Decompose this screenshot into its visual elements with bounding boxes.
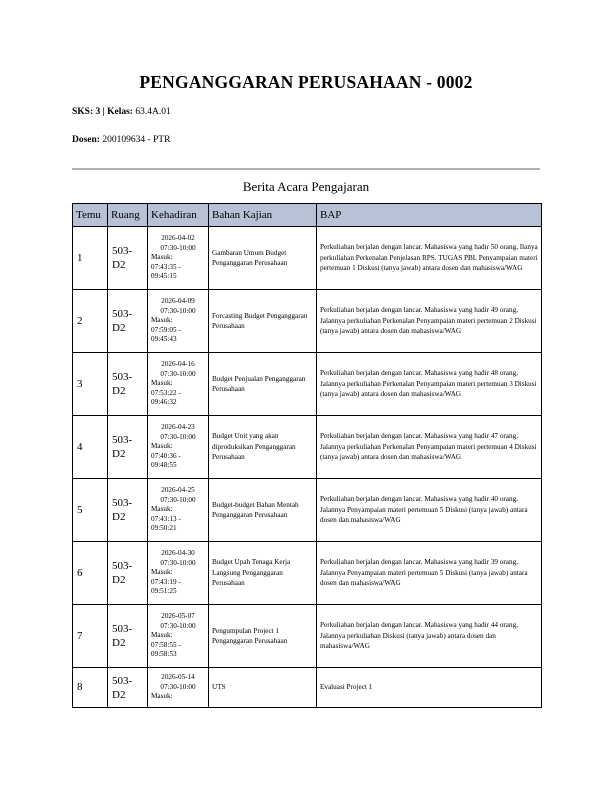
keluar-time: 09:45:15	[151, 272, 177, 281]
ruang-cell: 503-D2	[108, 542, 148, 605]
kehadiran-cell	[148, 479, 209, 542]
temu-cell: 1	[73, 227, 108, 290]
keluar-time: 09:46:32	[151, 398, 177, 407]
kehadiran-cell	[148, 353, 209, 416]
bahan-kajian-cell: Budget Upah Tenaga Kerja Langsung Penganggaran Perusahaan	[209, 542, 317, 605]
kehadiran-cell	[148, 542, 209, 605]
document-title: PENGANGGARAN PERUSAHAAN - 0002	[139, 72, 473, 92]
bap-cell: Perkuliahan berjalan dengan lancar. Mahasiswa yang hadir 47 orang, Jalannya perkuliahan Perkenalan Penyampaian materi pertemuan 4 Diskusi (tanya jawab) antara dosen dan mahasiswa/WAG	[317, 416, 542, 479]
dosen-line	[72, 135, 170, 145]
ruang-cell: 503-D2	[108, 416, 148, 479]
temu-cell: 3	[73, 353, 108, 416]
masuk-label: Masuk:	[151, 316, 173, 325]
bap-cell: Evaluasi Project 1	[317, 668, 542, 708]
tanggal: 2026-05-14	[161, 673, 195, 682]
table-row	[73, 353, 542, 416]
table-row	[73, 290, 542, 353]
kehadiran-cell	[148, 605, 209, 668]
ruang-cell: 503-D2	[108, 479, 148, 542]
ruang-cell: 503-D2	[108, 290, 148, 353]
header-ruang: Ruang	[108, 204, 148, 227]
jam: 07:30-10:00	[160, 682, 196, 691]
masuk-label: Masuk:	[151, 505, 173, 514]
table-row	[73, 668, 542, 708]
temu-cell: 6	[73, 542, 108, 605]
temu-cell: 7	[73, 605, 108, 668]
ruang-cell: 503-D2	[108, 227, 148, 290]
bap-cell: Perkuliahan berjalan dengan lancar. Mahasiswa yang hadir 48 orang, Jalannya perkuliahan Perkenalan Penyampaian materi pertemuan 3 Diskusi (tanya jawab) antara dosen dan mahasiswa/WAG	[317, 353, 542, 416]
berita-acara-table	[72, 203, 542, 708]
header-kehadiran: Kehadiran	[148, 204, 209, 227]
table-row	[73, 227, 542, 290]
kehadiran-cell	[148, 668, 209, 708]
header-temu: Temu	[73, 204, 108, 227]
jam: 07:30-10:00	[160, 243, 196, 252]
bap-cell: Perkuliahan berjalan dengan lancar. Mahasiswa yang hadir 49 orang, Jalannya perkuliahan Perkenalan Penyampaian materi pertemuan 2 Diskusi (tanya jawab) antara dosen dan mahasiswa/WAG	[317, 290, 542, 353]
masuk-label: Masuk:	[151, 253, 173, 262]
ruang-cell: 503-D2	[108, 605, 148, 668]
masuk-time: 07:43:35 -	[151, 262, 181, 271]
temu-cell: 5	[73, 479, 108, 542]
keluar-time: 09:50:21	[151, 524, 177, 533]
masuk-label: Masuk:	[151, 379, 173, 388]
masuk-time: 07:53:22 -	[151, 388, 181, 397]
table-row	[73, 479, 542, 542]
tanggal: 2026-04-02	[161, 234, 195, 243]
tanggal: 2026-04-16	[161, 360, 195, 369]
horizontal-divider	[72, 168, 540, 170]
bahan-kajian-cell: Gambaran Umum Budget Penganggaran Perusahaan	[209, 227, 317, 290]
table-row	[73, 605, 542, 668]
sks-kelas-line	[72, 107, 171, 117]
kehadiran-cell	[148, 227, 209, 290]
table-header-row	[73, 204, 542, 227]
table-row	[73, 542, 542, 605]
tanggal: 2026-04-25	[161, 486, 195, 495]
keluar-time: 09:48:55	[151, 461, 177, 470]
kehadiran-cell	[148, 416, 209, 479]
sks-kelas-label: SKS: 3 | Kelas:	[72, 107, 133, 117]
tanggal: 2026-05-07	[161, 612, 195, 621]
masuk-label: Masuk:	[151, 692, 173, 701]
keluar-time: 09:51:25	[151, 587, 177, 596]
bap-cell: Perkuliahan berjalan dengan lancar. Mahasiswa yang hadir 44 orang, Jalannya perkuliahan Diskusi (tanya jawab) antara dosen dan mahasiswa/WAG	[317, 605, 542, 668]
temu-cell: 8	[73, 668, 108, 708]
jam: 07:30-10:00	[160, 621, 196, 630]
masuk-label: Masuk:	[151, 442, 173, 451]
masuk-time: 07:43:19 -	[151, 577, 181, 586]
keluar-time: 09:58:53	[151, 650, 177, 659]
jam: 07:30-10:00	[160, 558, 196, 567]
kehadiran-cell	[148, 290, 209, 353]
header-bahan-kajian: Bahan Kajian	[209, 204, 317, 227]
jam: 07:30-10:00	[160, 495, 196, 504]
jam: 07:30-10:00	[160, 432, 196, 441]
temu-cell: 4	[73, 416, 108, 479]
tanggal: 2026-04-09	[161, 297, 195, 306]
bap-cell: Perkuliahan berjalan dengan lancar. Mahasiswa yang hadir 50 orang, Ilanya perkuliahan Perkenalan Penjelasan RPS. TUGAS PBL Penyampaian materi pertemuan 1 Diskusi (tanya jawab) antara dosen dan mahasiswa/WAG	[317, 227, 542, 290]
bahan-kajian-cell: UTS	[209, 668, 317, 708]
masuk-label: Masuk:	[151, 631, 173, 640]
jam: 07:30-10:00	[160, 369, 196, 378]
masuk-time: 07:43:13 -	[151, 514, 181, 523]
masuk-time: 07:40:36 -	[151, 451, 181, 460]
bahan-kajian-cell: Pengumpulan Project 1 Penganggaran Perusahaan	[209, 605, 317, 668]
temu-cell: 2	[73, 290, 108, 353]
masuk-time: 07:58:55 -	[151, 640, 181, 649]
bahan-kajian-cell: Budget Unit yang akan diproduksikan Penganggaran Perusahaan	[209, 416, 317, 479]
bahan-kajian-cell: Budget-budget Bahan Mentah Penganggaran Perusahaan	[209, 479, 317, 542]
tanggal: 2026-04-23	[161, 423, 195, 432]
dosen-value: 200109634 - PTR	[99, 135, 171, 145]
bap-cell: Perkuliahan berjalan dengan lancar. Mahasiswa yang hadir 40 orang, Jalannya Penyampaian materi pertemuan 5 Diskusi (tanya jawab) antara dosen dan mahasiswa/WAG	[317, 479, 542, 542]
table-row	[73, 416, 542, 479]
section-title: Berita Acara Pengajaran	[242, 179, 370, 194]
jam: 07:30-10:00	[160, 306, 196, 315]
bahan-kajian-cell: Forcasting Budget Penganggaran Perusahaan	[209, 290, 317, 353]
bahan-kajian-cell: Budget Penjualan Penganggaran Perusahaan	[209, 353, 317, 416]
masuk-time: 07:59:05 -	[151, 325, 181, 334]
bap-cell: Perkuliahan berjalan dengan lancar. Mahasiswa yang hadir 39 orang, Jalannya Penyampaian materi pertemuan 5 Diskusi (tanya jawab) antara dosen dan mahasiswa/WAG	[317, 542, 542, 605]
header-bap: BAP	[317, 204, 542, 227]
dosen-label: Dosen:	[72, 135, 100, 145]
masuk-label: Masuk:	[151, 568, 173, 577]
ruang-cell: 503-D2	[108, 668, 148, 708]
keluar-time: 09:45:43	[151, 335, 177, 344]
ruang-cell: 503-D2	[108, 353, 148, 416]
tanggal: 2026-04-30	[161, 549, 195, 558]
kelas-value: 63.4A.01	[132, 107, 171, 117]
